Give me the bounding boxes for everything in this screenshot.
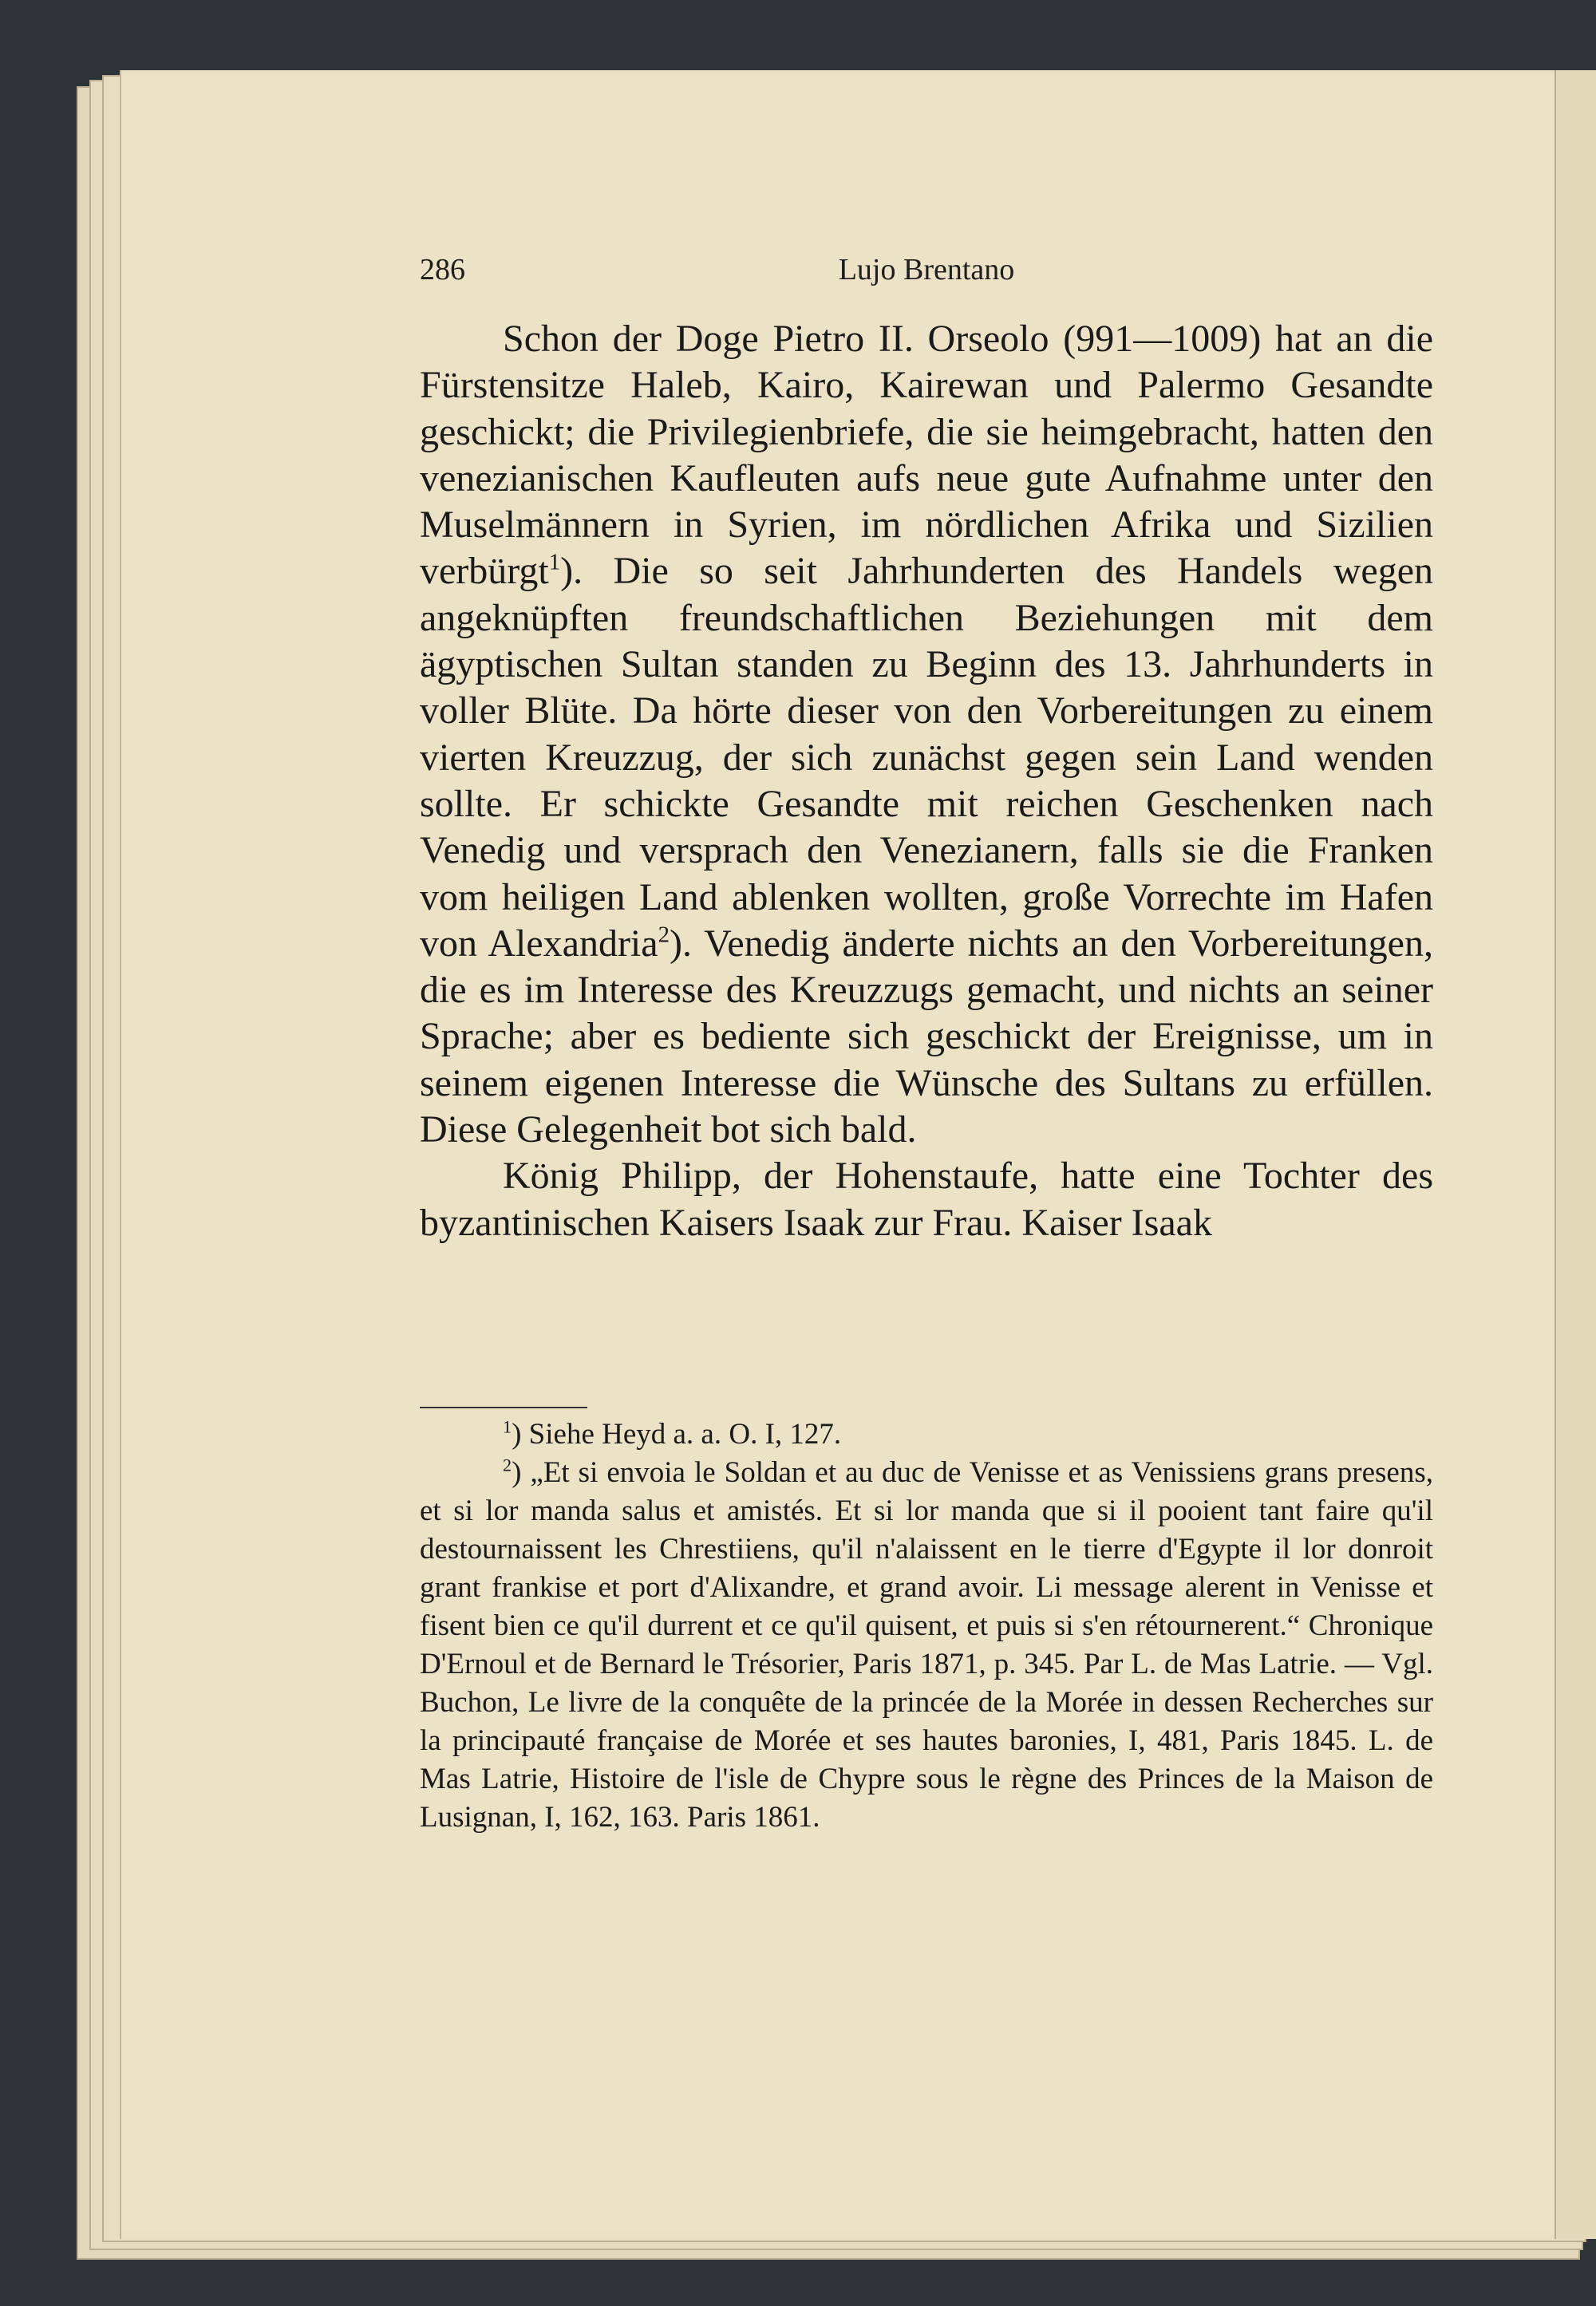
footnote-1-text: ) Siehe Heyd a. a. O. I, 127. [512, 1418, 842, 1451]
footnote-mark-2: 2 [503, 1455, 512, 1475]
page-number: 286 [420, 253, 465, 286]
footnote-2-text: ) „Et si envoia le Soldan et au duc de Venisse et as Venissiens grans presens, et si lor manda salus et amistés. Et si lor manda que si il pooient tant faire qu'il destournaissent les Chrestiiens, qu'il n'alaissent en le tierre d'Egypte il lor donroit grant frankise et port d'Alixandre, et grand avoir. Li message alerent in Venisse et fisent bien ce qu'il durrent et ce qu'il quisent, et puis si s'en rétournerent.“ Chronique D'Ernoul et de Bernard le Trésorier, Paris 1871, p. 345. Par L. de Mas Latrie. — Vgl. Buchon, Le livre de la conquête de la princée de la Morée in dessen Recherches sur la principauté française de Morée et ses hautes baronies, I, 481, Paris 1845. L. de Mas Latrie, Histoire de l'isle de Chypre sous le règne des Princes de la Maison de Lusignan, I, 162, 163. Paris 1861. [420, 1456, 1433, 1834]
footnote-2 [420, 1454, 1433, 1837]
paragraph-2: König Philipp, der Hohenstaufe, hatte eine Tochter des byzantinischen Kaisers Isaak zur Frau. Kaiser Isaak [420, 1155, 1433, 1244]
paragraph-1-part-1: Schon der Doge Pietro II. Orseolo (991—1009) hat an die Fürstensitze Haleb, Kairo, Kairewan und Palermo Gesandte geschickt; die Privilegienbriefe, die sie heimgebracht, hatten den venezianischen Kaufleuten aufs neue gute Aufnahme unter den Muselmännern in Syrien, im nördlichen Afrika und Sizilien verbürgt [420, 318, 1433, 593]
main-text [420, 316, 1433, 1246]
footnote-ref-2: 2 [658, 922, 670, 948]
facing-page-edge [1555, 70, 1596, 2239]
paragraph-1-part-2: ). Die so seit Jahrhunderten des Handels wegen angeknüpften freundschaftlichen Beziehungen mit dem ägyptischen Sultan standen zu Beginn des 13. Jahrhunderts in voller Blüte. Da hörte dieser von den Vorbereitungen zu einem vierten Kreuzzug, der sich zunächst gegen sein Land wenden sollte. Er schickte Gesandte mit reichen Geschenken nach Venedig und versprach den Venezianern, falls sie die Franken vom heiligen Land ablenken wollten, große Vorrechte im Hafen von Alexandria [420, 550, 1433, 965]
running-head: Lujo Brentano [838, 253, 1015, 286]
footnote-1 [420, 1416, 1433, 1454]
footnote-rule [420, 1407, 587, 1408]
footnotes [420, 1416, 1433, 1837]
footnote-ref-1: 1 [548, 550, 561, 576]
paragraph-1 [420, 316, 1433, 1153]
page-header [420, 252, 1433, 292]
footnote-mark-1: 1 [503, 1416, 512, 1437]
paragraph-1-part-3: ). Venedig änderte nichts an den Vorbereitungen, die es im Interesse des Kreuzzugs gemacht, und nichts an seiner Sprache; aber es bediente sich geschickt der Ereignisse, um in seinem eigenen Interesse die Wünsche des Sultans zu erfüllen. Diese Gelegenheit bot sich bald. [420, 922, 1433, 1151]
